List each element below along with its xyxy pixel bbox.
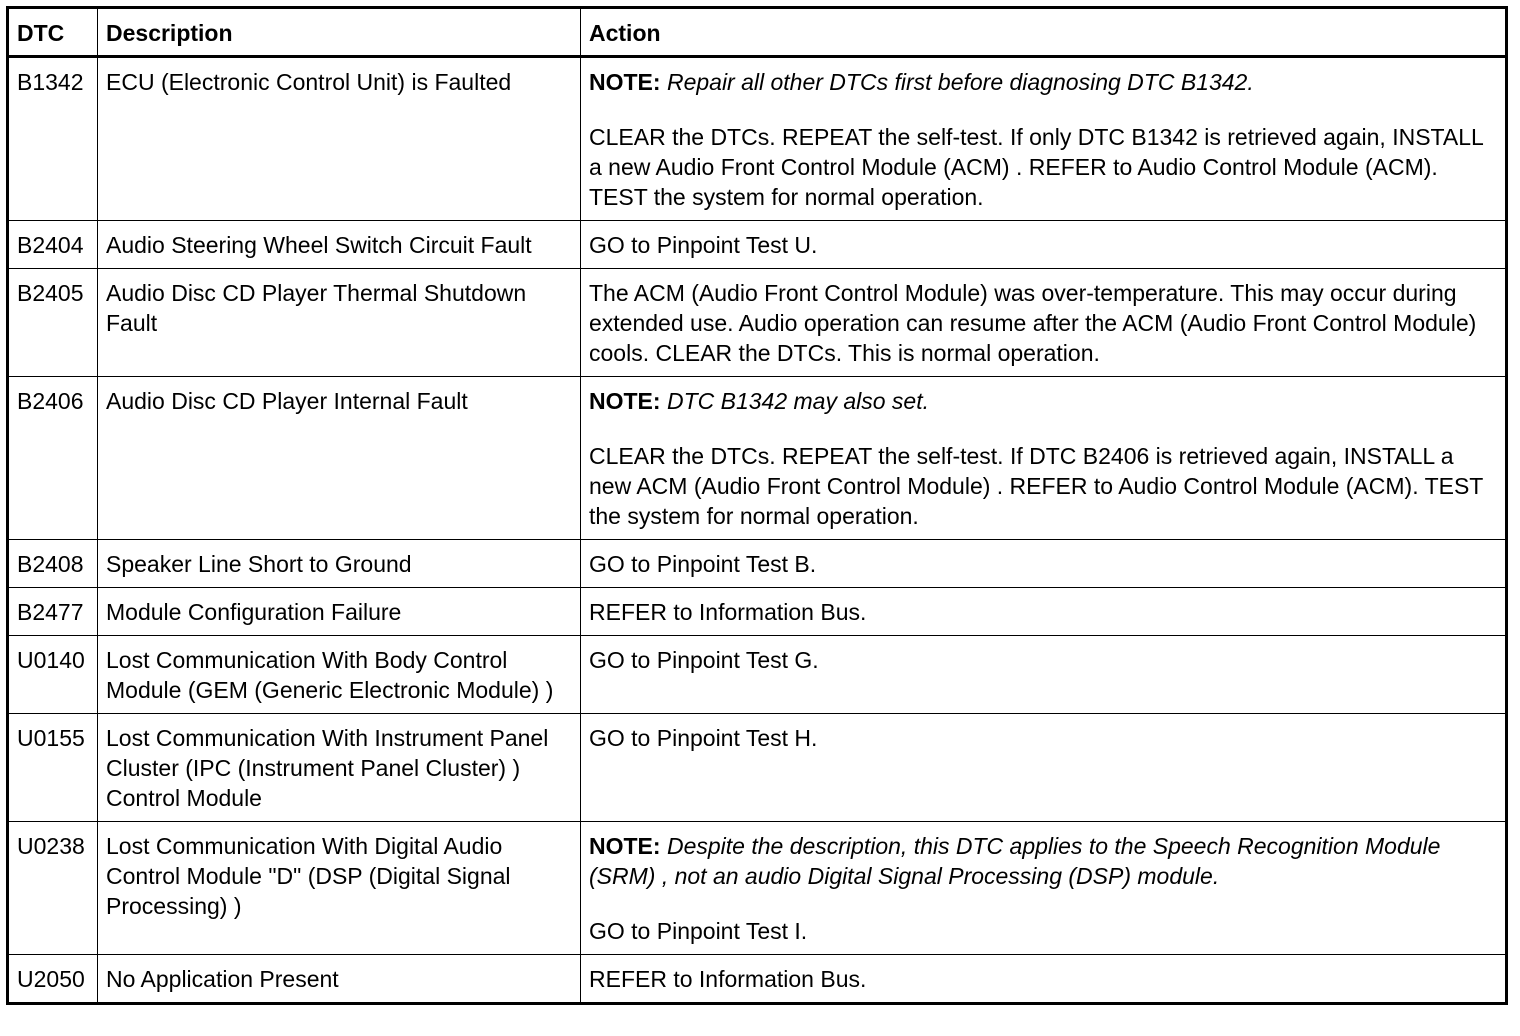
dtc-action-cell [581, 57, 1507, 221]
note-block [589, 831, 1497, 891]
table-body [8, 57, 1507, 1004]
note-text: Repair all other DTCs first before diagnosing DTC B1342. [666, 69, 1254, 95]
dtc-code: B2404 [8, 221, 98, 269]
dtc-description: Lost Communication With Digital Audio Control Module "D" (DSP (Digital Signal Processing) ) [98, 822, 581, 955]
dtc-code: U0140 [8, 636, 98, 714]
dtc-description: ECU (Electronic Control Unit) is Faulted [98, 57, 581, 221]
dtc-code: B2406 [8, 377, 98, 540]
dtc-description: No Application Present [98, 955, 581, 1004]
action-text: CLEAR the DTCs. REPEAT the self-test. If DTC B2406 is retrieved again, INSTALL a new ACM (Audio Front Control Module) . REFER to Audio Control Module (ACM). TEST the system for normal operation. [589, 443, 1483, 529]
dtc-action-cell [581, 540, 1507, 588]
dtc-code: U2050 [8, 955, 98, 1004]
action-text: The ACM (Audio Front Control Module) was over-temperature. This may occur during extended use. Audio operation can resume after the ACM (Audio Front Control Module) cools. CLEAR the DTCs. This is normal operation. [589, 280, 1477, 366]
dtc-table [6, 6, 1508, 1005]
header-dtc: DTC [8, 8, 98, 57]
dtc-description: Speaker Line Short to Ground [98, 540, 581, 588]
table-header [8, 8, 1507, 57]
note-text: DTC B1342 may also set. [666, 388, 930, 414]
dtc-description: Lost Communication With Instrument Panel Cluster (IPC (Instrument Panel Cluster) ) Control Module [98, 714, 581, 822]
action-text: REFER to Information Bus. [589, 966, 867, 992]
table-row [8, 588, 1507, 636]
note-label: NOTE: [589, 833, 661, 859]
action-text: GO to Pinpoint Test I. [589, 918, 808, 944]
action-text: CLEAR the DTCs. REPEAT the self-test. If only DTC B1342 is retrieved again, INSTALL a new Audio Front Control Module (ACM) . REFER to Audio Control Module (ACM). TEST the system for normal operation. [589, 124, 1483, 210]
dtc-code: B2408 [8, 540, 98, 588]
action-text: GO to Pinpoint Test B. [589, 551, 817, 577]
dtc-action-cell [581, 377, 1507, 540]
table-row [8, 221, 1507, 269]
table-row [8, 714, 1507, 822]
dtc-code: B2477 [8, 588, 98, 636]
header-action: Action [581, 8, 1507, 57]
dtc-code: B2405 [8, 269, 98, 377]
dtc-description: Audio Steering Wheel Switch Circuit Fault [98, 221, 581, 269]
note-label: NOTE: [589, 69, 661, 95]
action-text: GO to Pinpoint Test U. [589, 232, 818, 258]
table-row [8, 955, 1507, 1004]
header-description: Description [98, 8, 581, 57]
table-row [8, 636, 1507, 714]
table-row [8, 269, 1507, 377]
dtc-action-cell [581, 636, 1507, 714]
dtc-description: Module Configuration Failure [98, 588, 581, 636]
dtc-action-cell [581, 221, 1507, 269]
dtc-code: U0155 [8, 714, 98, 822]
dtc-description: Audio Disc CD Player Internal Fault [98, 377, 581, 540]
header-row [8, 8, 1507, 57]
dtc-code: U0238 [8, 822, 98, 955]
table-row [8, 377, 1507, 540]
action-text: GO to Pinpoint Test H. [589, 725, 818, 751]
note-block [589, 67, 1497, 97]
dtc-code: B1342 [8, 57, 98, 221]
action-text: REFER to Information Bus. [589, 599, 867, 625]
note-block [589, 386, 1497, 416]
dtc-action-cell [581, 822, 1507, 955]
dtc-description: Lost Communication With Body Control Module (GEM (Generic Electronic Module) ) [98, 636, 581, 714]
dtc-description: Audio Disc CD Player Thermal Shutdown Fault [98, 269, 581, 377]
action-text: GO to Pinpoint Test G. [589, 647, 819, 673]
table-row [8, 57, 1507, 221]
dtc-action-cell [581, 955, 1507, 1004]
dtc-action-cell [581, 269, 1507, 377]
table-row [8, 822, 1507, 955]
dtc-action-cell [581, 588, 1507, 636]
note-text: Despite the description, this DTC applies to the Speech Recognition Module (SRM) , not an audio Digital Signal Processing (DSP) module. [589, 833, 1441, 889]
table-row [8, 540, 1507, 588]
note-label: NOTE: [589, 388, 661, 414]
dtc-action-cell [581, 714, 1507, 822]
